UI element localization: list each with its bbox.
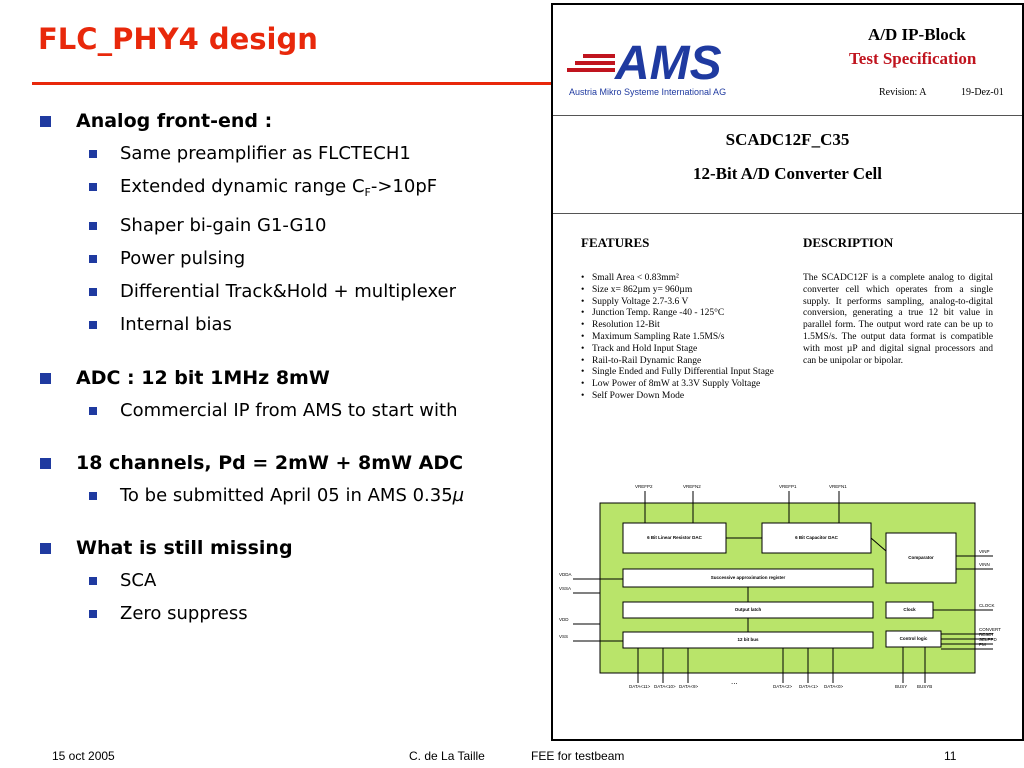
cell-description: 12-Bit A/D Converter Cell	[692, 164, 882, 183]
list-item: Same preamplifier as FLCTECH1	[38, 137, 548, 170]
list-item: Commercial IP from AMS to start with	[38, 394, 548, 427]
capacitor-dac-block: 6 Bit Capacitor DAC	[795, 535, 838, 540]
section-heading: Analog front-end :	[38, 108, 548, 134]
pin-label: VREFP1	[779, 484, 797, 489]
bullet-square-icon	[89, 150, 97, 158]
feature-item: • Size x= 862µm y= 960µm	[581, 285, 777, 297]
page-number: 11	[944, 749, 957, 763]
feature-item: • Low Power of 8mW at 3.3V Supply Voltage	[581, 379, 777, 391]
bullet-square-icon	[89, 492, 97, 500]
section-missing	[38, 535, 548, 630]
pin-label: VINP	[979, 549, 990, 554]
list-item: SCA	[38, 564, 548, 597]
ams-logo	[567, 35, 747, 85]
header-subtitle: Test Specification	[849, 49, 977, 68]
datasheet-date: 19-Dez-01	[961, 87, 1004, 98]
output-latch-block: Output latch	[734, 607, 762, 612]
bullet-square-icon	[89, 407, 97, 415]
bullet-square-icon	[89, 577, 97, 585]
list-item: Differential Track&Hold + multiplexer	[38, 275, 548, 308]
clock-block: Clock	[903, 607, 916, 612]
feature-item: • Small Area < 0.83mm²	[581, 273, 777, 285]
pin-label: CONVERT	[979, 627, 1001, 632]
section-analog-front-end	[38, 108, 548, 341]
section-heading: What is still missing	[38, 535, 548, 561]
block-diagram	[553, 481, 1022, 696]
pin-label: DATA<0>	[824, 684, 844, 689]
pin-label: PM	[979, 642, 986, 647]
footer-date: 15 oct 2005	[52, 749, 115, 763]
description-heading: DESCRIPTION	[803, 235, 894, 250]
pin-label: CLOCK	[979, 603, 995, 608]
bullet-square-icon	[89, 255, 97, 263]
pin-label: DATA<10>	[654, 684, 676, 689]
pin-label: VSS	[559, 634, 569, 639]
pin-label: VREFN2	[683, 484, 701, 489]
description-text: The SCADC12F is a complete analog to digital converter cell which operates from a single supply. It performs sampling, analog-to-digital conversion, generating a true 12 bit value in parallel form. The output word rate can be up to 1.5MS/s. The output data format is compatible with most µP and digital signal processors and can be unipolar or bipolar.	[803, 273, 993, 366]
svg-text:AMS: AMS	[615, 37, 722, 85]
datasheet-image	[551, 3, 1024, 741]
footer-author: C. de La Taille	[409, 749, 485, 763]
features-heading: FEATURES	[581, 235, 650, 250]
bullet-square-icon	[89, 288, 97, 296]
feature-item: • Self Power Down Mode	[581, 391, 777, 403]
revision: Revision: A	[879, 87, 927, 98]
bullet-square-icon	[89, 222, 97, 230]
cell-name: SCADC12F_C35	[725, 130, 850, 149]
feature-item: • Supply Voltage 2.7-3.6 V	[581, 297, 777, 309]
pin-label: DATA<1>	[799, 684, 819, 689]
pin-label: BUSY	[895, 684, 908, 689]
pin-label: VDD	[559, 617, 569, 622]
datasheet-header	[553, 5, 1022, 116]
bullet-square-icon	[89, 321, 97, 329]
pin-label: DATA<2>	[773, 684, 793, 689]
feature-item: • Resolution 12-Bit	[581, 320, 777, 332]
bullet-square-icon	[40, 116, 51, 127]
pin-label: DATA<11>	[629, 684, 651, 689]
pin-label: BUSYB	[917, 684, 933, 689]
header-title: A/D IP-Block	[868, 25, 966, 44]
title-underline	[32, 82, 552, 85]
pin-label: VSSA	[559, 586, 572, 591]
bus-block: 12 bit bus	[737, 637, 759, 642]
feature-item: • Maximum Sampling Rate 1.5MS/s	[581, 332, 777, 344]
bullet-list	[38, 108, 548, 648]
section-channels	[38, 450, 548, 512]
sar-block: Successive approximation register	[710, 575, 786, 580]
bullet-square-icon	[89, 610, 97, 618]
bullet-square-icon	[89, 183, 97, 191]
list-item: Shaper bi-gain G1-G10	[38, 209, 548, 242]
list-item: Internal bias	[38, 308, 548, 341]
bullet-square-icon	[40, 543, 51, 554]
bullet-square-icon	[40, 458, 51, 469]
control-logic-block: Control logic	[899, 636, 928, 641]
pin-label: VREFP2	[635, 484, 653, 489]
section-heading: 18 channels, Pd = 2mW + 8mW ADC	[38, 450, 548, 476]
pin-label: RESET	[979, 632, 995, 637]
ellipsis: ...	[731, 677, 738, 686]
resistor-dac-block: 6 Bit Linear Resistor DAC	[647, 535, 702, 540]
feature-item: • Track and Hold Input Stage	[581, 344, 777, 356]
pin-label: DATA<9>	[679, 684, 699, 689]
pin-label: VDDA	[559, 572, 572, 577]
cell-title-box	[553, 115, 1022, 214]
pin-label: VINN	[979, 562, 990, 567]
pin-label: VREFN1	[829, 484, 847, 489]
features-list	[581, 273, 777, 403]
list-item: Power pulsing	[38, 242, 548, 275]
feature-item: • Rail-to-Rail Dynamic Range	[581, 356, 777, 368]
section-adc	[38, 365, 548, 427]
bullet-square-icon	[40, 373, 51, 384]
block-diagram-wires	[553, 481, 1022, 696]
company-name: Austria Mikro Systeme International AG	[569, 87, 727, 97]
feature-item: • Single Ended and Fully Differential Input Stage	[581, 367, 777, 379]
feature-item: • Junction Temp. Range -40 - 125°C	[581, 308, 777, 320]
list-item: Extended dynamic range $C_F->10pF$	[38, 170, 548, 209]
section-heading: ADC : 12 bit 1MHz 8mW	[38, 365, 548, 391]
footer-topic: FEE for testbeam	[531, 749, 625, 763]
pin-label: SELPPD	[979, 637, 997, 642]
list-item: To be submitted April 05 in AMS 0.35µ	[38, 479, 548, 512]
list-item: Zero suppress	[38, 597, 548, 630]
comparator-block: Comparator	[908, 555, 934, 560]
slide-title: FLC_PHY4 design	[38, 22, 318, 56]
